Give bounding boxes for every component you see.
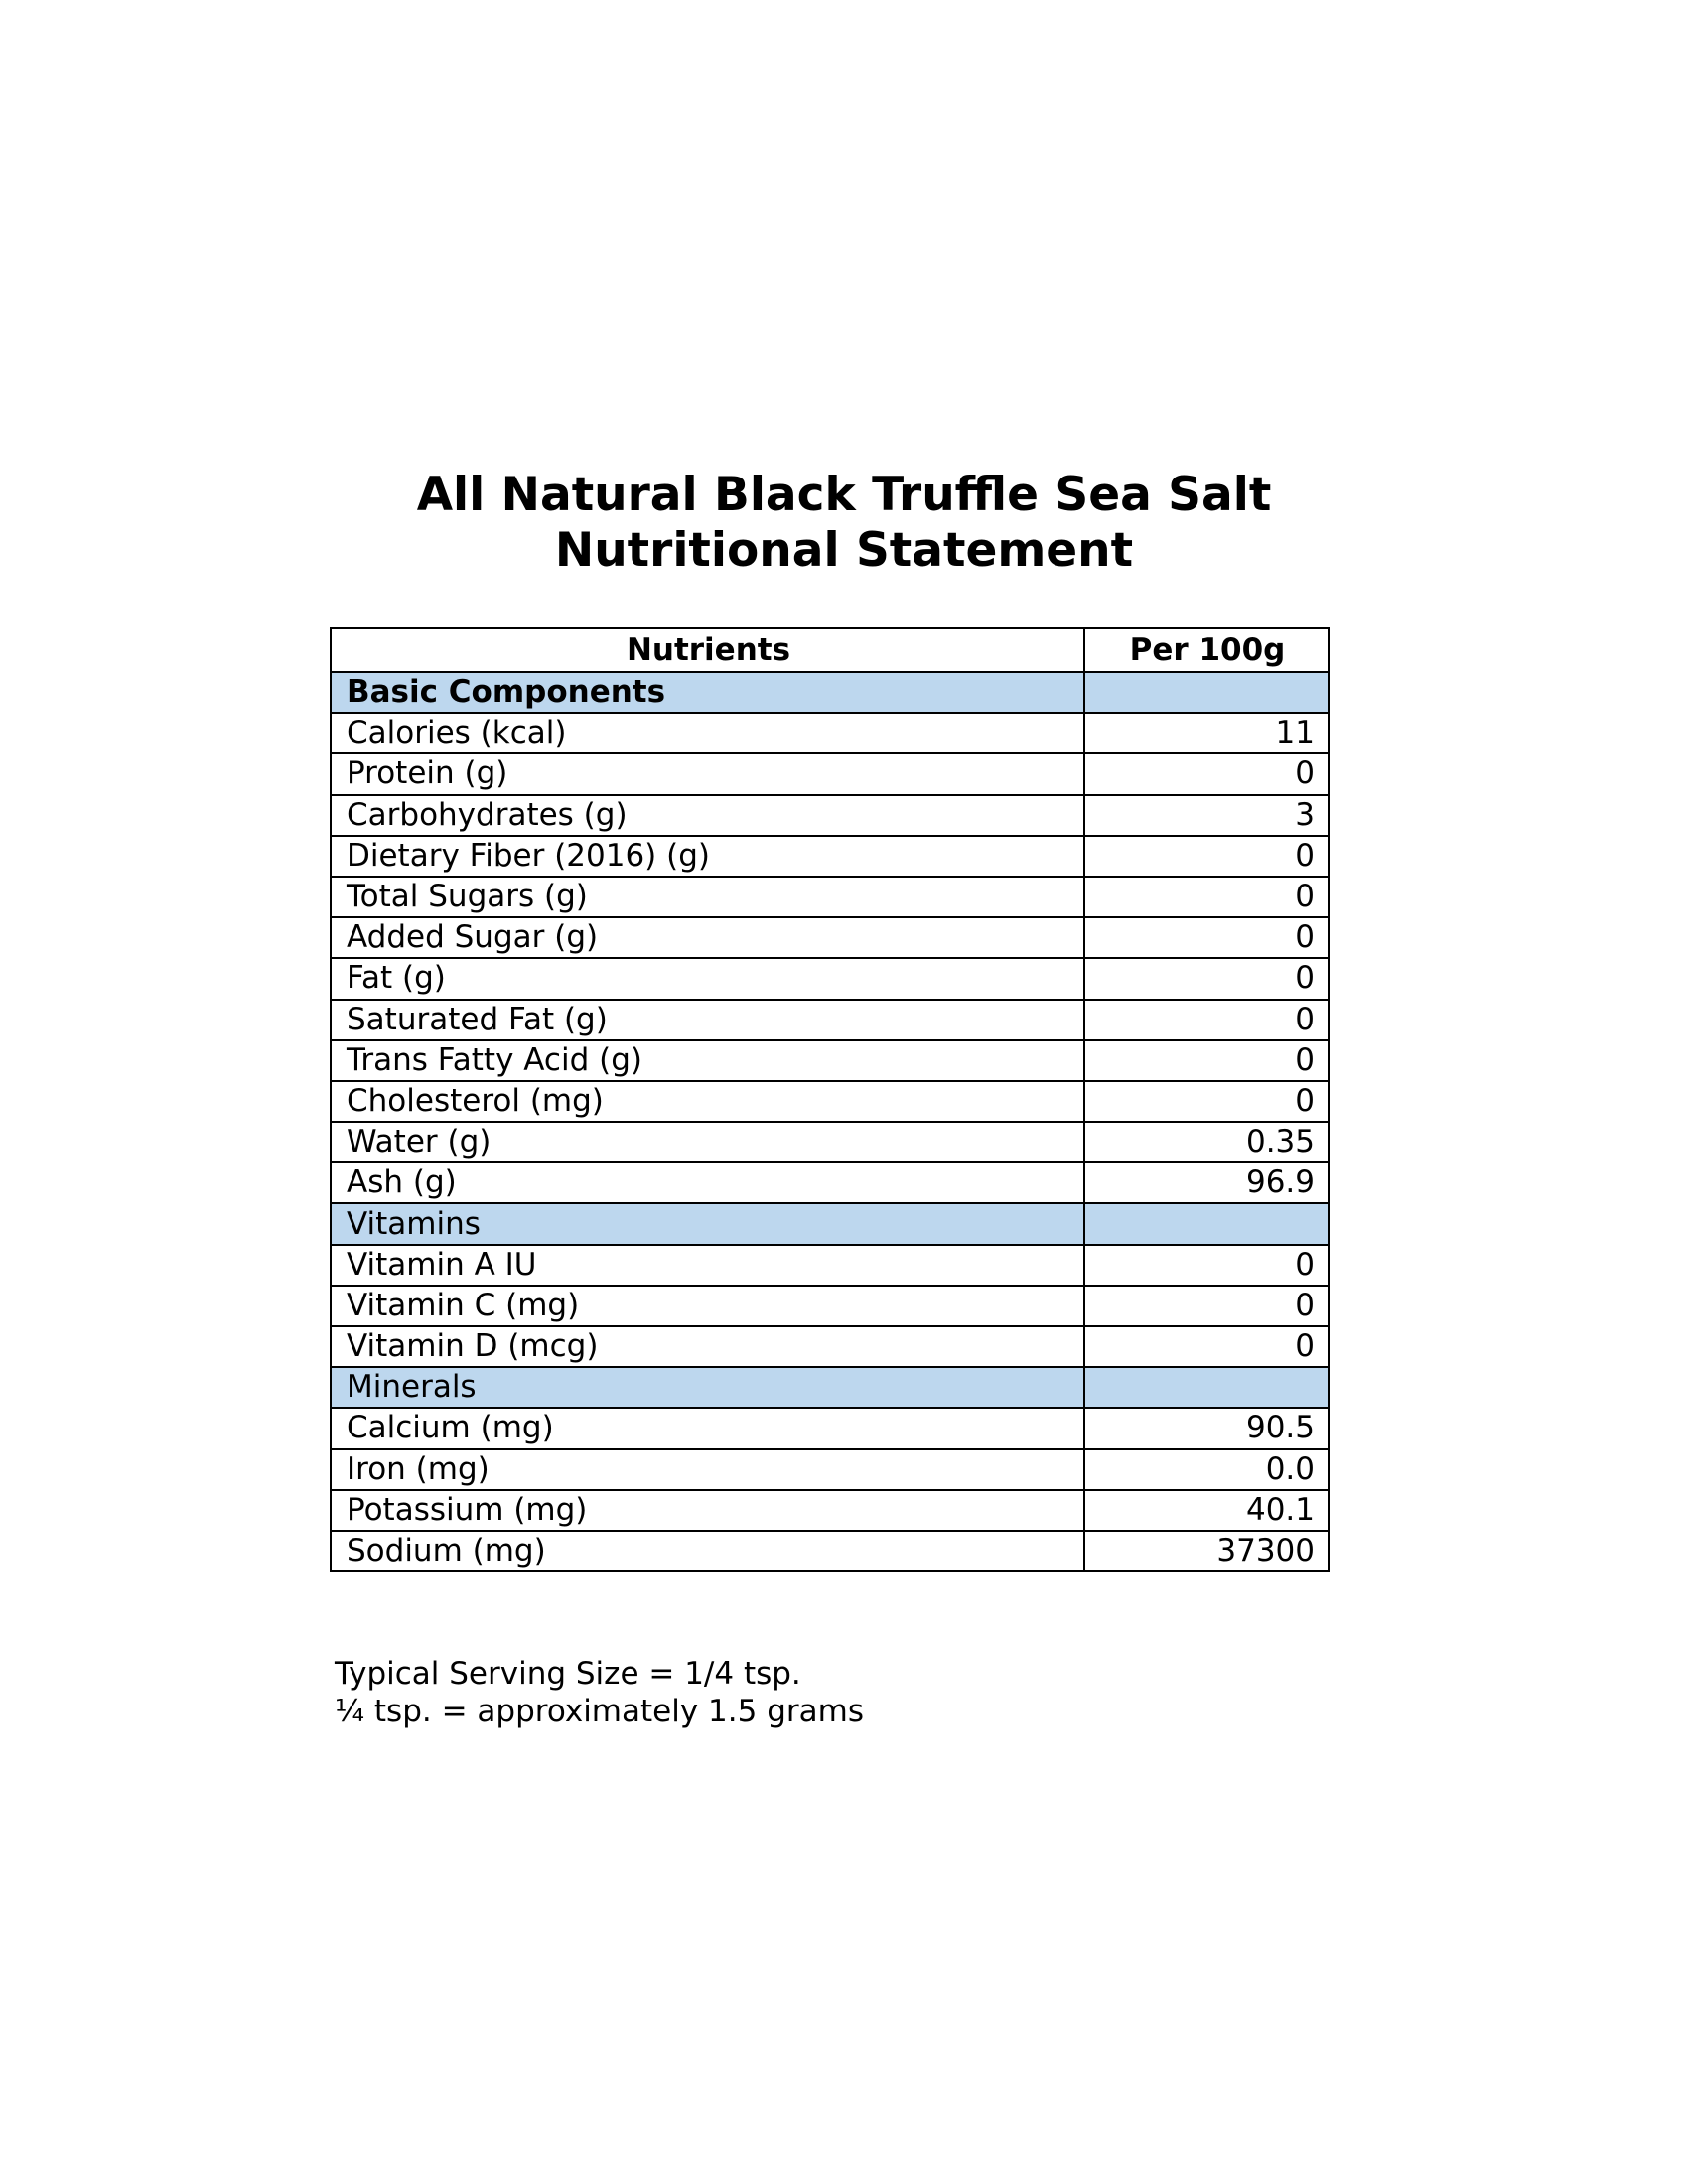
nutrient-name: Cholesterol (mg) [331, 1081, 1084, 1122]
nutrient-name: Trans Fatty Acid (g) [331, 1040, 1084, 1081]
table-row [331, 1449, 1329, 1490]
nutrient-name: Calories (kcal) [331, 713, 1084, 753]
table-row [331, 1000, 1329, 1040]
nutrient-name: Dietary Fiber (2016) (g) [331, 836, 1084, 877]
nutrient-value: 0.35 [1084, 1122, 1329, 1162]
nutrient-value: 0 [1084, 917, 1329, 958]
table-row [331, 1081, 1329, 1122]
section-value-cell [1084, 1203, 1329, 1244]
nutrient-name: Vitamin C (mg) [331, 1286, 1084, 1326]
table-row [331, 836, 1329, 877]
section-row [331, 672, 1329, 713]
section-value-cell [1084, 672, 1329, 713]
nutrient-name: Fat (g) [331, 958, 1084, 999]
section-label: Vitamins [331, 1203, 1084, 1244]
nutrient-name: Added Sugar (g) [331, 917, 1084, 958]
nutrient-value: 0 [1084, 1081, 1329, 1122]
nutrition-table-body [331, 672, 1329, 1571]
table-row [331, 958, 1329, 999]
nutrient-name: Iron (mg) [331, 1449, 1084, 1490]
nutrient-name: Carbohydrates (g) [331, 795, 1084, 836]
nutrient-value: 0 [1084, 753, 1329, 794]
column-header-per-100g: Per 100g [1084, 628, 1329, 672]
serving-size-note: Typical Serving Size = 1/4 tsp. [335, 1656, 801, 1692]
section-row [331, 1203, 1329, 1244]
nutrient-name: Calcium (mg) [331, 1408, 1084, 1448]
nutrient-value: 0 [1084, 1326, 1329, 1367]
page-title [0, 468, 1688, 579]
title-line-2: Nutritional Statement [554, 523, 1134, 579]
section-value-cell [1084, 1367, 1329, 1408]
table-row [331, 753, 1329, 794]
table-row [331, 795, 1329, 836]
nutrient-value: 96.9 [1084, 1162, 1329, 1203]
serving-weight-note: ¼ tsp. = approximately 1.5 grams [335, 1694, 864, 1729]
nutrient-value: 37300 [1084, 1531, 1329, 1571]
section-label: Basic Components [331, 672, 1084, 713]
serving-notes [335, 1655, 864, 1730]
nutrient-value: 3 [1084, 795, 1329, 836]
table-row [331, 1286, 1329, 1326]
nutrient-name: Saturated Fat (g) [331, 1000, 1084, 1040]
table-header-row [331, 628, 1329, 672]
table-row [331, 1408, 1329, 1448]
nutrient-name: Ash (g) [331, 1162, 1084, 1203]
table-row [331, 1531, 1329, 1571]
nutrient-value: 40.1 [1084, 1490, 1329, 1531]
nutrient-value: 0.0 [1084, 1449, 1329, 1490]
table-row [331, 1245, 1329, 1286]
nutrient-name: Vitamin D (mcg) [331, 1326, 1084, 1367]
nutrient-value: 11 [1084, 713, 1329, 753]
title-line-1: All Natural Black Truffle Sea Salt [416, 468, 1272, 523]
nutrition-table [330, 627, 1330, 1572]
nutrient-name: Total Sugars (g) [331, 877, 1084, 917]
nutrient-value: 0 [1084, 1040, 1329, 1081]
table-row [331, 1490, 1329, 1531]
section-row [331, 1367, 1329, 1408]
nutrient-name: Water (g) [331, 1122, 1084, 1162]
table-row [331, 1162, 1329, 1203]
column-header-nutrients: Nutrients [331, 628, 1084, 672]
section-label: Minerals [331, 1367, 1084, 1408]
nutrient-value: 0 [1084, 1245, 1329, 1286]
nutrient-name: Sodium (mg) [331, 1531, 1084, 1571]
nutrient-value: 90.5 [1084, 1408, 1329, 1448]
nutrient-value: 0 [1084, 877, 1329, 917]
nutrient-value: 0 [1084, 836, 1329, 877]
nutrient-name: Potassium (mg) [331, 1490, 1084, 1531]
table-row [331, 1326, 1329, 1367]
table-row [331, 713, 1329, 753]
table-row [331, 1122, 1329, 1162]
nutrient-value: 0 [1084, 958, 1329, 999]
table-row [331, 1040, 1329, 1081]
nutrient-name: Vitamin A IU [331, 1245, 1084, 1286]
table-row [331, 877, 1329, 917]
nutrient-value: 0 [1084, 1286, 1329, 1326]
nutrient-value: 0 [1084, 1000, 1329, 1040]
table-row [331, 917, 1329, 958]
nutrient-name: Protein (g) [331, 753, 1084, 794]
